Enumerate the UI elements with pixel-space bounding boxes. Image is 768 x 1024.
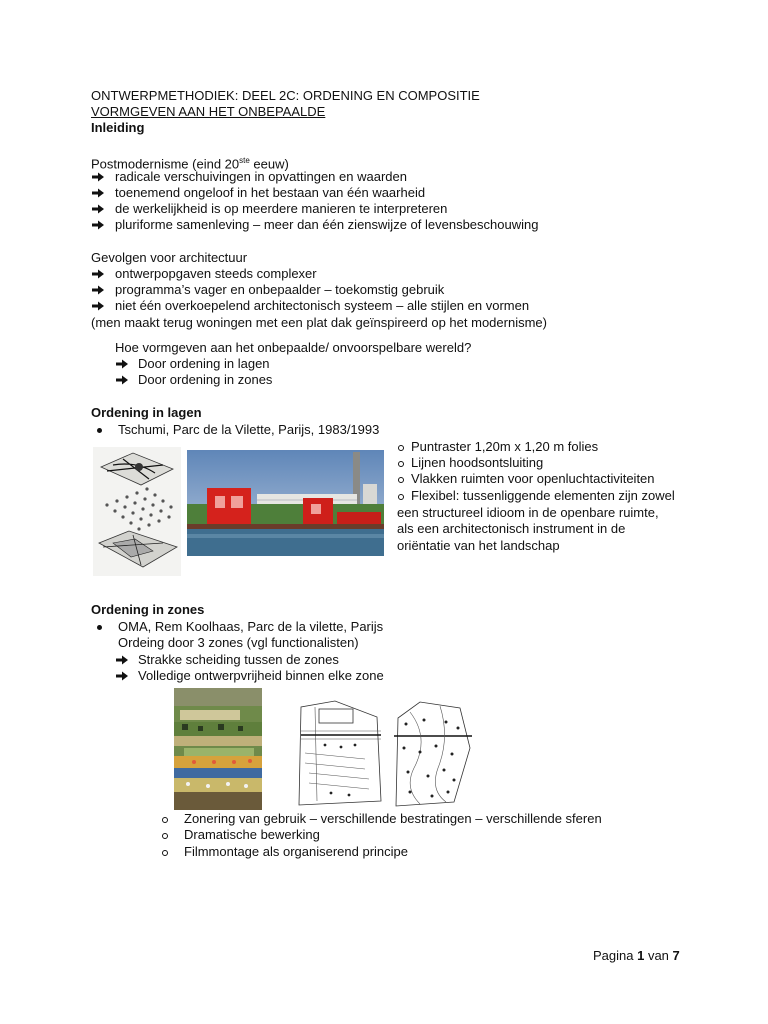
list-item-continuation: een structureel idioom in de openbare ruimte, [397,505,659,520]
list-item: ontwerpopgaven steeds complexer [115,266,317,281]
list-item: Lijnen hoodsontsluiting [411,455,544,470]
list-item: Dramatische bewerking [184,827,320,842]
list-item: Volledige ontwerpvrijheid binnen elke zone [138,668,384,683]
bullet-icon [97,625,102,630]
list-item: Vlakken ruimten voor openluchtactiviteiten [411,471,655,486]
list-item: Door ordening in lagen [138,356,270,371]
oma-line-plan-2 [390,698,474,808]
list-item-continuation: als een architectonisch instrument in de [397,521,626,536]
oma-line-plan-1 [295,697,383,809]
list-item: pluriforme samenleving – meer dan één zienswijze of levensbeschouwing [115,217,539,232]
tschumi-layers-drawing [93,447,181,576]
list-item: radicale verschuivingen in opvattingen en waarden [115,169,407,184]
gevolgen-note: (men maakt terug woningen met een plat dak geïnspireerd op het modernisme) [91,315,547,330]
list-item: Puntraster 1,20m x 1,20 m folies [411,439,599,454]
arrow-right-icon [92,203,104,215]
postmodern-heading: Postmodernisme (eind 20ste eeuw) [91,156,289,172]
arrow-right-icon [92,187,104,199]
list-item: Strakke scheiding tussen de zones [138,652,339,667]
oma-zones-plan [174,688,262,810]
page-number: Pagina 1 van 7 [593,948,680,963]
parc-de-la-villette-photo [187,450,384,556]
circle-bullet-icon [398,494,404,500]
bullet-icon [97,428,102,433]
list-item: Filmmontage als organiserend principe [184,844,409,859]
document-title: ONTWERPMETHODIEK: DEEL 2C: ORDENING EN COMPOSITIE [91,88,480,103]
list-item: de werkelijkheid is op meerdere manieren te interpreteren [115,201,448,216]
arrow-right-icon [116,374,128,386]
section-heading-zones: Ordening in zones [91,602,205,617]
arrow-right-icon [92,268,104,280]
circle-bullet-icon [398,461,404,467]
question-text: Hoe vormgeven aan het onbepaalde/ onvoorspelbare wereld? [115,340,472,355]
circle-bullet-icon [162,817,168,823]
intro-heading: Inleiding [91,120,145,135]
arrow-right-icon [92,219,104,231]
list-item: Tschumi, Parc de la Vilette, Parijs, 1983/1993 [118,422,380,437]
arrow-right-icon [116,670,128,682]
list-item: niet één overkoepelend architectonisch systeem – alle stijlen en vormen [115,298,530,313]
list-item: Flexibel: tussenliggende elementen zijn zowel [411,488,675,503]
list-item: programma’s vager en onbepaalder – toekomstig gebruik [115,282,445,297]
list-item: toenemend ongeloof in het bestaan van één waarheid [115,185,426,200]
arrow-right-icon [92,171,104,183]
list-item: OMA, Rem Koolhaas, Parc de la vilette, Parijs [118,619,384,634]
list-item: Door ordening in zones [138,372,273,387]
circle-bullet-icon [162,850,168,856]
list-item: Zonering van gebruik – verschillende bestratingen – verschillende sferen [184,811,602,826]
gevolgen-heading: Gevolgen voor architectuur [91,250,248,265]
arrow-right-icon [116,358,128,370]
arrow-right-icon [92,284,104,296]
circle-bullet-icon [162,833,168,839]
arrow-right-icon [92,300,104,312]
document-subtitle: VORMGEVEN AAN HET ONBEPAALDE [91,104,326,119]
circle-bullet-icon [398,477,404,483]
circle-bullet-icon [398,445,404,451]
list-item-sub: Ordeing door 3 zones (vgl functionalisten) [118,635,359,650]
list-item-continuation: oriëntatie van het landschap [397,538,560,553]
section-heading-lagen: Ordening in lagen [91,405,202,420]
arrow-right-icon [116,654,128,666]
